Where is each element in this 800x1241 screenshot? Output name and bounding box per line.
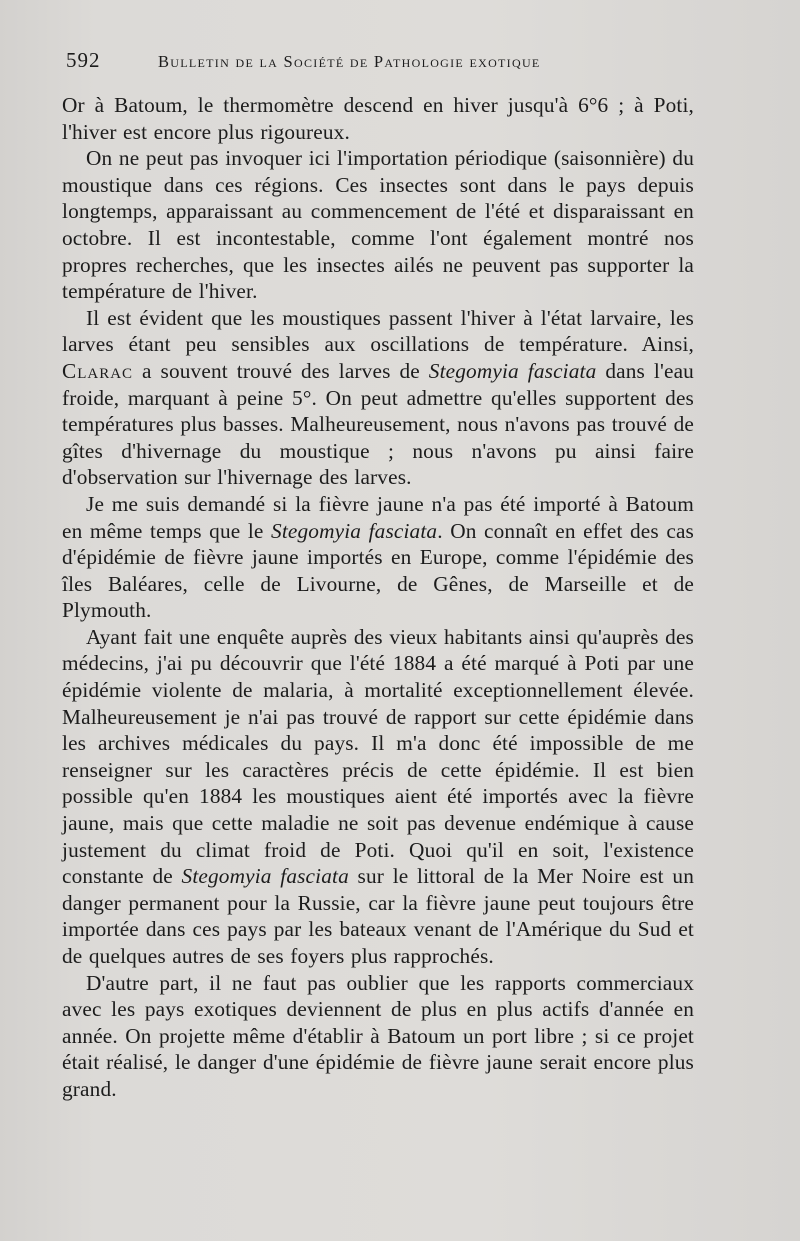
- paragraph-3: [62, 305, 694, 491]
- paragraph-6: D'autre part, il ne faut pas oublier que les rapports commerciaux avec les pays exotiques deviennent de plus en plus actifs d'année en année. On projette même d'établir à Batoum un port libre ; si ce projet était réalisé, le danger d'une épidémie de fièvre jaune serait encore plus grand.: [62, 970, 694, 1101]
- paragraph-2: On ne peut pas invoquer ici l'importation périodique (saisonnière) du moustique dans ces régions. Ces insectes sont dans le pays depuis longtemps, apparaissant au commencement de l'été et disparaissant en octobre. Il est incontestable, comme l'ont également montré nos propres recherches, que les insectes ailés ne peuvent pas supporter la température de l'hiver.: [62, 146, 694, 304]
- page-number: 592: [66, 48, 101, 72]
- author-name: Clarac: [62, 358, 134, 383]
- body-text: [62, 92, 694, 1103]
- page-header: [66, 44, 626, 84]
- paragraph-5: [62, 624, 694, 970]
- paragraph-3-part-1: Il est évident que les moustiques passent l'hiver à l'état larvaire, les larves étant peu sensibles aux oscillations de température. Ainsi,: [62, 305, 694, 357]
- species-name: Stegomyia fasciata: [428, 358, 597, 383]
- paragraph-3-part-3: dans l'eau froide, marquant à peine 5°. On peut admettre qu'elles supportent des températures plus basses. Malheureusement, nous n'avons pas trouvé de gîtes d'hivernage du moustique ; nous n'avons pu ainsi faire d'observation sur l'hivernage des larves.: [62, 358, 694, 490]
- paragraph-4: [62, 491, 694, 624]
- species-name: Stegomyia fasciata: [271, 518, 438, 543]
- paragraph-4-part-1: Je me suis demandé si la fièvre jaune n'a pas été importé à Batoum en même temps que le: [62, 491, 694, 543]
- paragraph-5-part-2: sur le littoral de la Mer Noire est un danger permanent pour la Russie, car la fièvre jaune peut toujours être importée dans ces pays par les bateaux venant de l'Amérique du Sud et de quelques autres de ses foyers plus rapprochés.: [62, 864, 694, 968]
- paragraph-5-part-1: Ayant fait une enquête auprès des vieux habitants ainsi qu'auprès des médecins, j'ai pu découvrir que l'été 1884 a été marqué à Poti par une épidémie violente de malaria, à mortalité exceptionnellement élevée. Malheureusement je n'ai pas trouvé de rapport sur cette épidémie dans les archives médicales du pays. Il m'a donc été impossible de me renseigner sur les caractères précis de cette épidémie. Il est bien possible qu'en 1884 les moustiques aient été importés avec la fièvre jaune, mais que cette maladie ne soit pas devenue endémique à cause justement du climat froid de Poti. Quoi qu'il en soit, l'existence constante de: [62, 624, 694, 889]
- paragraph-4-part-2: . On connaît en effet des cas d'épidémie de fièvre jaune importés en Europe, comme l'épidémie des îles Baléares, celle de Livourne, de Gênes, de Marseille et de Plymouth.: [62, 518, 694, 623]
- paragraph-3-part-2: a souvent trouvé des larves de: [133, 358, 429, 383]
- paragraph-1: Or à Batoum, le thermomètre descend en hiver jusqu'à 6°6 ; à Poti, l'hiver est encore plus rigoureux.: [62, 93, 694, 144]
- running-title: Bulletin de la Société de Pathologie exotique: [158, 52, 541, 71]
- species-name: Stegomyia fasciata: [181, 864, 349, 889]
